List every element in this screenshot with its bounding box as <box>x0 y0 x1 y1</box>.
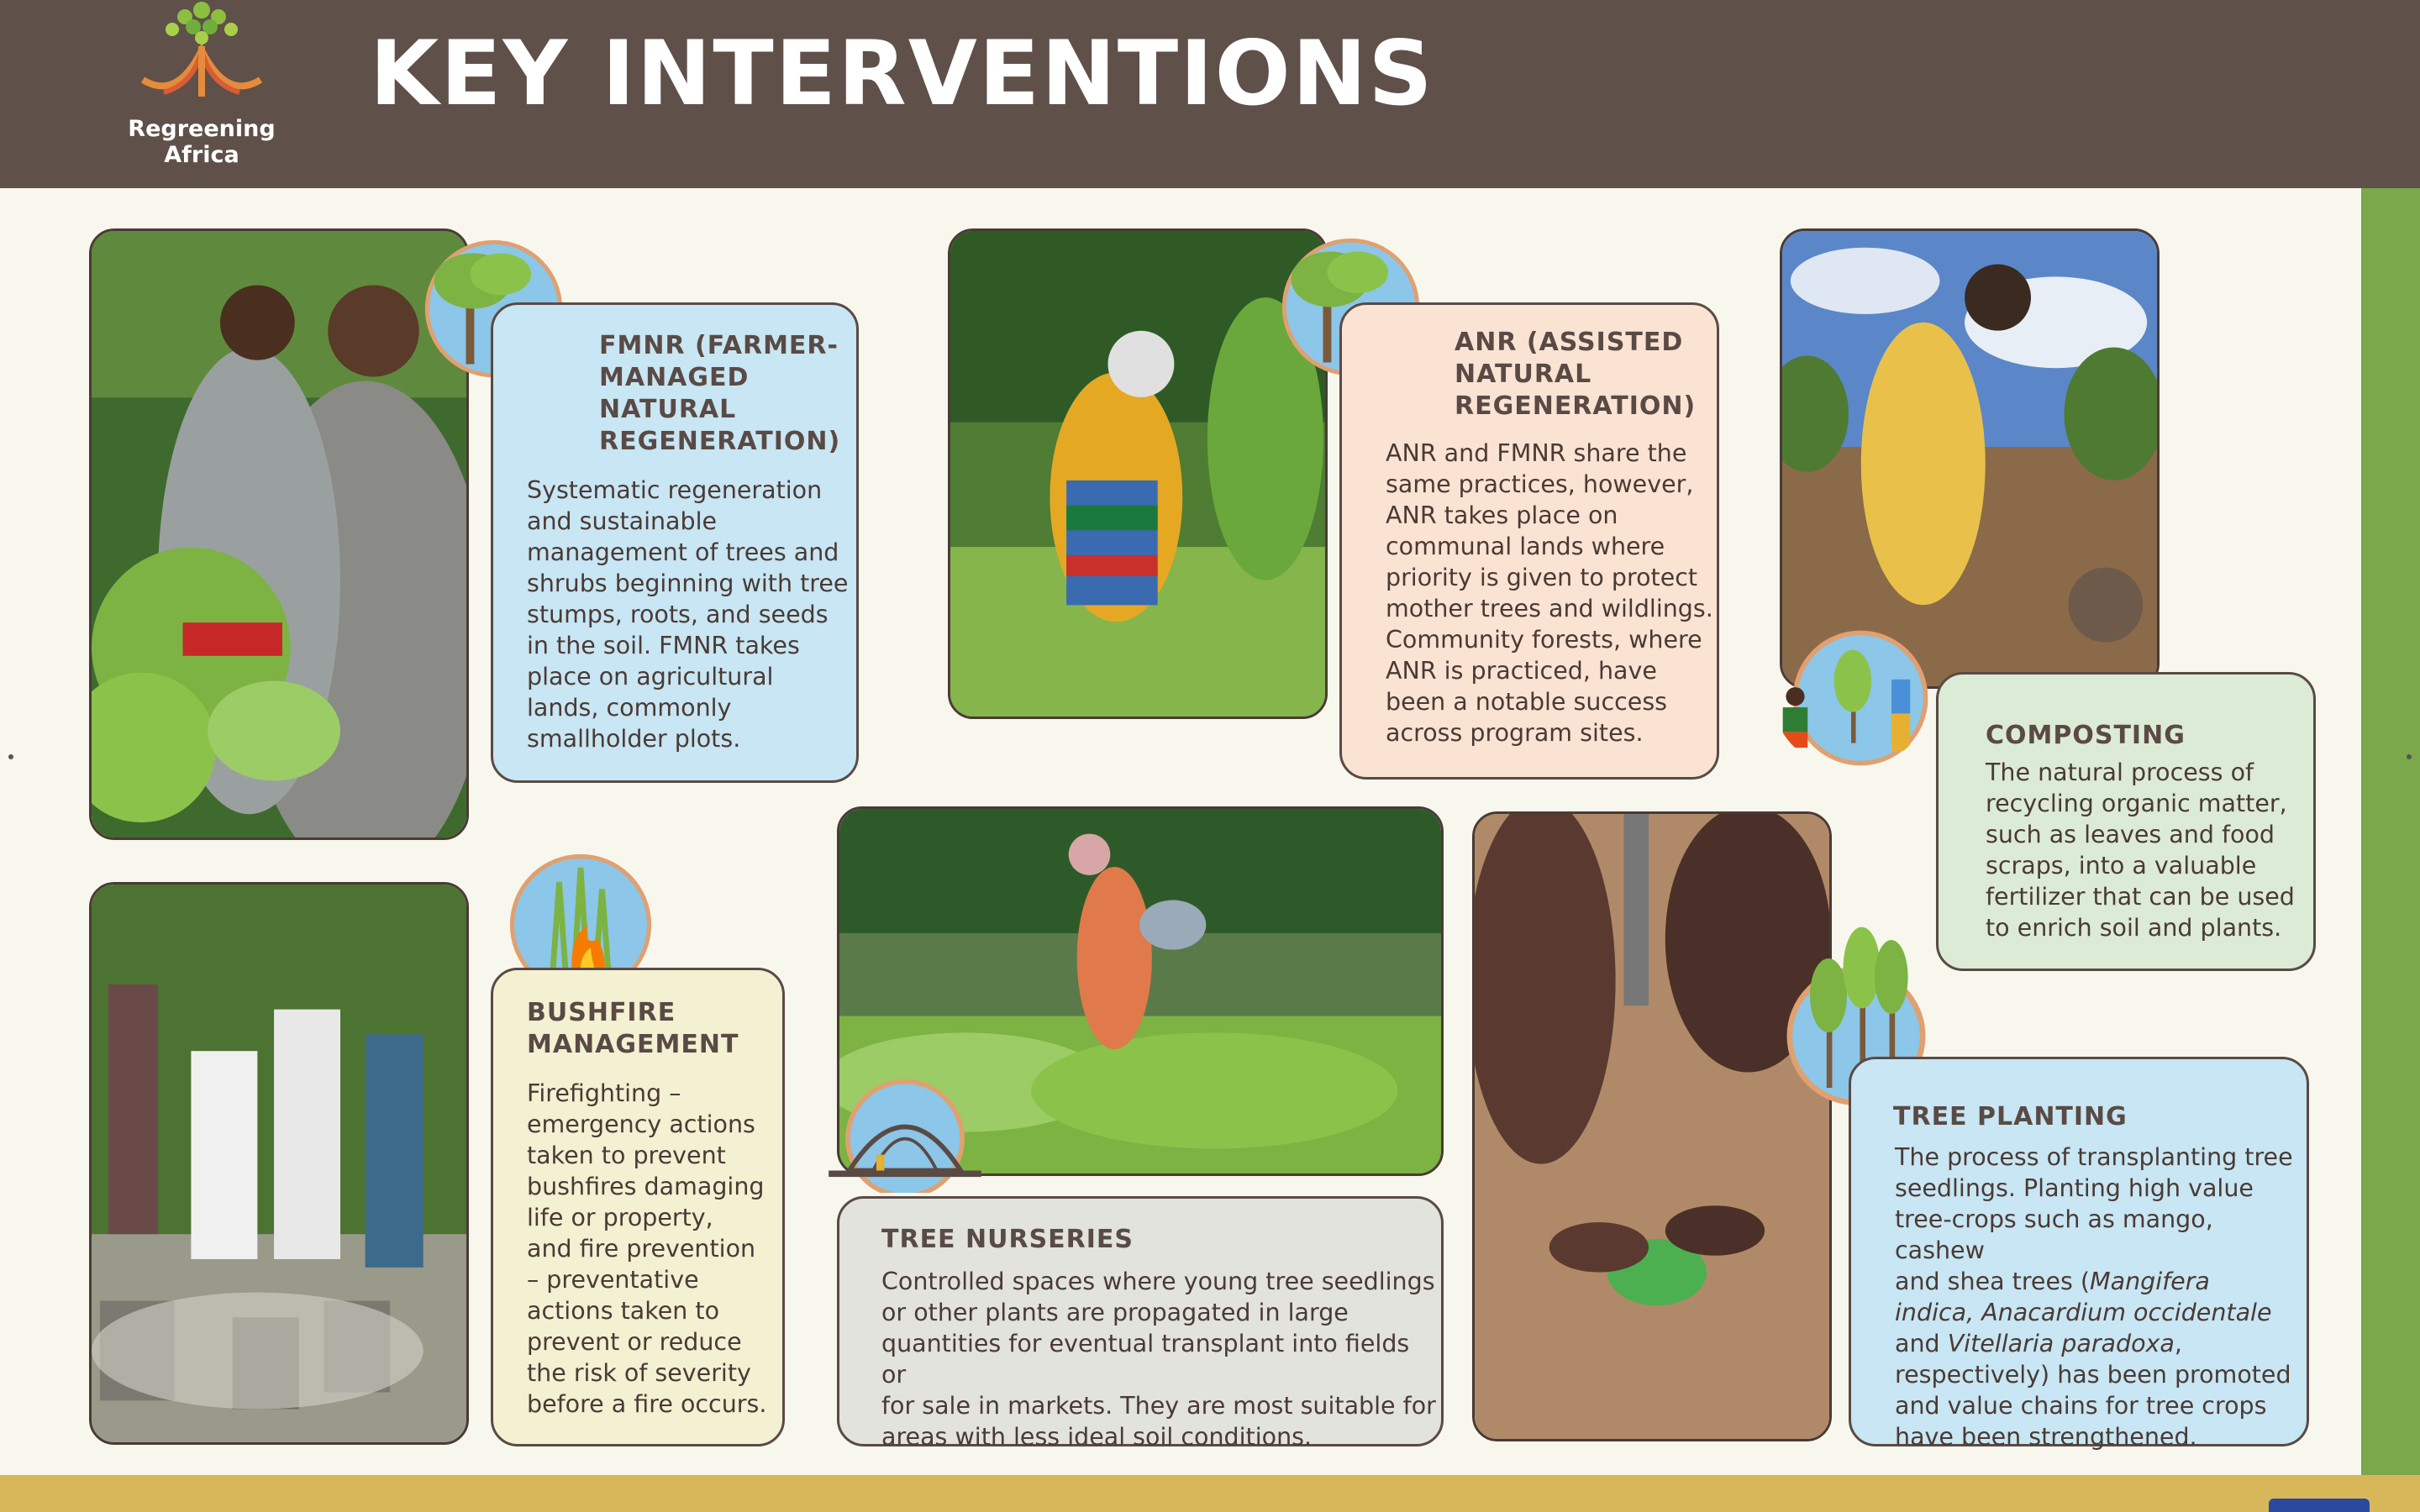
greenhouse-icon <box>825 1075 985 1193</box>
tree-planting-photo <box>1472 811 1832 1441</box>
composting-photo <box>1780 228 2160 689</box>
card-title: BUSHFIRE MANAGEMENT <box>527 998 739 1059</box>
card-title: FMNR (FARMER- MANAGED NATURAL REGENERATION) <box>599 331 841 456</box>
card-body: The natural process of recycling organic matter, such as leaves and food scraps, into a valuable fertilizer that can be used to enrich soil and plants. <box>1986 759 2295 942</box>
tree-planting-card <box>1849 1057 2309 1451</box>
hands-tree-logo-icon <box>92 0 311 118</box>
right-accent-strip <box>2361 188 2420 1478</box>
card-title: TREE NURSERIES <box>881 1225 1134 1254</box>
regreening-africa-logo <box>92 0 311 168</box>
bushfire-card <box>491 968 785 1446</box>
body-text: , respectively) has been promoted and value chains for tree crops have been strengthened. <box>1895 1330 2291 1451</box>
card-title: COMPOSTING <box>1986 721 2186 750</box>
fmnr-card <box>491 302 859 783</box>
body-text: and <box>1895 1330 1940 1357</box>
eu-flag-tab <box>2269 1499 2370 1512</box>
species-name-text: Vitellaria paradoxa <box>1947 1330 2175 1357</box>
anr-photo <box>948 228 1328 719</box>
page-title: KEY INTERVENTIONS <box>370 22 1434 125</box>
composting-card <box>1936 672 2316 971</box>
card-body <box>1895 1142 2307 1452</box>
header-banner <box>0 0 2420 188</box>
tree-nurseries-card <box>837 1196 1444 1451</box>
registration-mark <box>2407 754 2412 759</box>
card-body: Firefighting – emergency actions taken to prevent bushfires damaging life or property, and fire prevention – preventative actions taken to prevent or reduce the risk of severity before a fire occurs. <box>527 1079 767 1418</box>
card-body: Systematic regeneration and sustainable management of trees and shrubs beginning with tree stumps, roots, and seeds in the soil. FMNR takes place on agricultural lands, commonly smallholder plots. <box>527 476 849 753</box>
card-body: ANR and FMNR share the same practices, however, ANR takes place on communal lands where priority is given to protect mother trees and wildlings. Community forests, where ANR is practiced, have been a notable success across program sites. <box>1386 439 1713 747</box>
card-body: Controlled spaces where young tree seedlings or other plants are propagated in large quantities for eventual transplant into fields or for sale in markets. They are most suitable for areas with less ideal soil conditions. <box>881 1268 1436 1451</box>
anr-card <box>1339 302 1719 780</box>
bottom-accent-bar <box>0 1475 2420 1512</box>
bushfire-photo <box>89 882 469 1445</box>
body-text: The process of transplanting tree seedlings. Planting high value tree-crops such as mango, cashew and shea trees ( <box>1895 1143 2293 1295</box>
registration-mark <box>8 754 13 759</box>
card-title: TREE PLANTING <box>1893 1102 2128 1131</box>
fmnr-photo <box>89 228 469 840</box>
card-title: ANR (ASSISTED NATURAL REGENERATION) <box>1455 328 1697 421</box>
species-name-text: Mangifera indica, Anacardium occidentale <box>1895 1268 2272 1326</box>
logo-text: Regreening Africa <box>128 116 276 168</box>
planting-person-icon <box>1773 627 1929 769</box>
